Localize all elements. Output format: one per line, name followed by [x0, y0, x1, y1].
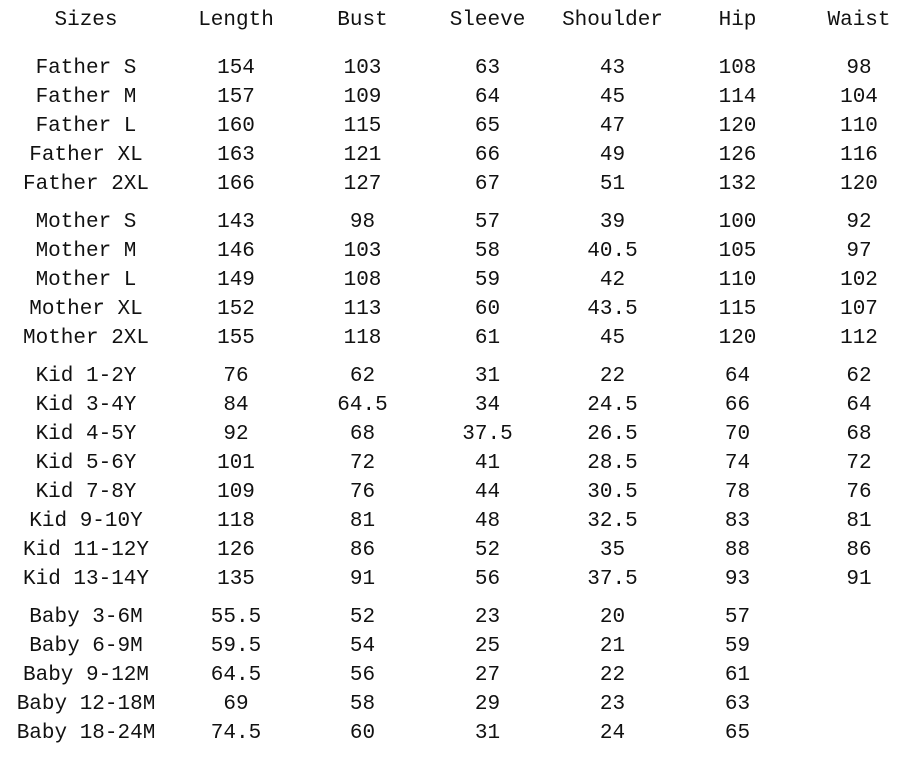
value-cell: 76 — [223, 365, 249, 388]
value-cell: 102 — [840, 269, 878, 292]
group-gap — [0, 199, 918, 208]
value-cell: 157 — [217, 86, 255, 109]
value-cell: 112 — [840, 327, 878, 350]
value-cell: 32.5 — [587, 510, 638, 533]
value-cell: 91 — [349, 568, 376, 591]
value-cell: 63 — [474, 57, 501, 80]
value-cell: 68 — [846, 423, 872, 446]
table-row — [0, 237, 918, 266]
value-cell: 81 — [349, 510, 376, 533]
value-cell: 60 — [349, 722, 376, 745]
value-cell: 114 — [718, 86, 757, 109]
size-cell: Kid 9-10Y — [29, 510, 143, 533]
value-cell: 86 — [349, 539, 376, 562]
table-row — [0, 266, 918, 295]
value-cell: 52 — [474, 539, 501, 562]
value-cell: 31 — [474, 365, 501, 388]
value-cell: 41 — [474, 452, 501, 475]
size-cell: Baby 9-12M — [22, 664, 150, 687]
value-cell: 132 — [718, 173, 757, 196]
value-cell: 70 — [724, 423, 751, 446]
value-cell: 91 — [846, 568, 872, 591]
value-cell: 154 — [217, 57, 255, 80]
value-cell: 26.5 — [587, 423, 638, 446]
value-cell: 160 — [217, 115, 255, 138]
value-cell: 83 — [724, 510, 751, 533]
value-cell: 93 — [724, 568, 751, 591]
value-cell: 35 — [599, 539, 626, 562]
value-cell: 76 — [846, 481, 872, 504]
value-cell: 34 — [474, 394, 501, 417]
value-cell: 81 — [846, 510, 872, 533]
value-cell: 64.5 — [210, 664, 262, 687]
value-cell: 42 — [599, 269, 626, 292]
value-cell: 22 — [599, 664, 626, 687]
table-row — [0, 208, 918, 237]
value-cell: 110 — [840, 115, 878, 138]
value-cell: 57 — [474, 211, 501, 234]
value-cell: 101 — [217, 452, 255, 475]
table-row — [0, 507, 918, 536]
value-cell: 44 — [474, 481, 501, 504]
value-cell: 100 — [718, 211, 757, 234]
value-cell: 56 — [349, 664, 376, 687]
value-cell: 118 — [343, 327, 382, 350]
value-cell: 72 — [349, 452, 376, 475]
value-cell — [800, 661, 918, 690]
table-row — [0, 420, 918, 449]
size-cell: Father M — [35, 86, 137, 109]
size-cell: Mother XL — [29, 298, 143, 321]
value-cell: 92 — [846, 211, 872, 234]
value-cell: 64 — [846, 394, 872, 417]
value-cell: 98 — [349, 211, 376, 234]
column-header: Sleeve — [449, 9, 526, 32]
value-cell: 22 — [599, 365, 626, 388]
table-row — [0, 170, 918, 199]
table-row — [0, 632, 918, 661]
value-cell: 28.5 — [587, 452, 638, 475]
size-cell: Father L — [35, 115, 137, 138]
size-cell: Baby 12-18M — [16, 693, 156, 716]
value-cell: 23 — [474, 606, 501, 629]
value-cell — [800, 719, 918, 748]
value-cell: 20 — [599, 606, 626, 629]
value-cell: 76 — [349, 481, 376, 504]
size-cell: Mother S — [35, 211, 137, 234]
size-cell: Baby 3-6M — [29, 606, 143, 629]
value-cell: 67 — [474, 173, 501, 196]
value-cell: 60 — [474, 298, 501, 321]
value-cell: 25 — [474, 635, 501, 658]
table-head — [0, 6, 918, 35]
column-header: Bust — [337, 9, 388, 32]
value-cell: 64 — [474, 86, 501, 109]
value-cell: 48 — [474, 510, 501, 533]
value-cell: 31 — [474, 722, 501, 745]
value-cell: 74.5 — [210, 722, 262, 745]
value-cell: 24 — [599, 722, 626, 745]
value-cell: 23 — [599, 693, 626, 716]
size-cell: Kid 1-2Y — [35, 365, 137, 388]
table-body — [0, 35, 918, 748]
value-cell: 52 — [349, 606, 376, 629]
group-gap — [0, 594, 918, 603]
value-cell: 45 — [599, 86, 626, 109]
value-cell: 103 — [343, 57, 382, 80]
size-cell: Mother M — [35, 240, 137, 263]
value-cell: 97 — [846, 240, 872, 263]
size-cell: Kid 4-5Y — [35, 423, 137, 446]
table-row — [0, 565, 918, 594]
value-cell: 45 — [599, 327, 626, 350]
value-cell: 59 — [474, 269, 501, 292]
value-cell: 40.5 — [587, 240, 638, 263]
table-row — [0, 603, 918, 632]
table-row — [0, 324, 918, 353]
value-cell: 69 — [223, 693, 249, 716]
value-cell: 72 — [846, 452, 872, 475]
value-cell: 98 — [846, 57, 872, 80]
gap-cell — [0, 35, 918, 54]
size-cell: Kid 3-4Y — [35, 394, 137, 417]
value-cell: 149 — [217, 269, 255, 292]
size-cell: Father S — [35, 57, 137, 80]
value-cell: 61 — [724, 664, 751, 687]
value-cell: 29 — [474, 693, 501, 716]
table-row — [0, 690, 918, 719]
value-cell: 66 — [724, 394, 751, 417]
column-header: Shoulder — [562, 9, 663, 32]
value-cell: 152 — [217, 298, 255, 321]
value-cell: 166 — [217, 173, 255, 196]
table-row — [0, 719, 918, 748]
value-cell: 107 — [840, 298, 878, 321]
value-cell: 59 — [724, 635, 751, 658]
size-cell: Father 2XL — [22, 173, 150, 196]
size-cell: Kid 7-8Y — [35, 481, 137, 504]
column-header: Sizes — [54, 9, 118, 32]
value-cell: 120 — [840, 173, 878, 196]
size-cell: Mother 2XL — [22, 327, 150, 350]
value-cell: 143 — [217, 211, 255, 234]
value-cell: 118 — [217, 510, 255, 533]
value-cell: 27 — [474, 664, 501, 687]
value-cell: 127 — [343, 173, 382, 196]
value-cell: 57 — [724, 606, 751, 629]
value-cell: 21 — [599, 635, 626, 658]
value-cell: 64 — [724, 365, 751, 388]
table-row — [0, 661, 918, 690]
value-cell: 104 — [840, 86, 878, 109]
column-header: Hip — [718, 9, 757, 32]
gap-cell — [0, 594, 918, 603]
size-chart-page — [0, 6, 918, 770]
size-chart-table — [0, 6, 918, 748]
value-cell: 108 — [343, 269, 382, 292]
value-cell: 116 — [840, 144, 878, 167]
table-row — [0, 83, 918, 112]
table-row — [0, 449, 918, 478]
value-cell: 65 — [724, 722, 751, 745]
size-cell: Baby 18-24M — [16, 722, 156, 745]
column-header: Waist — [827, 9, 891, 32]
size-cell: Mother L — [35, 269, 137, 292]
value-cell: 54 — [349, 635, 376, 658]
value-cell: 113 — [343, 298, 382, 321]
value-cell: 121 — [343, 144, 382, 167]
table-row — [0, 478, 918, 507]
value-cell: 109 — [343, 86, 382, 109]
value-cell: 43 — [599, 57, 626, 80]
value-cell: 58 — [474, 240, 501, 263]
gap-cell — [0, 353, 918, 362]
value-cell: 59.5 — [210, 635, 262, 658]
value-cell: 65 — [474, 115, 501, 138]
column-header: Length — [198, 9, 274, 32]
value-cell: 56 — [474, 568, 501, 591]
value-cell — [800, 690, 918, 719]
value-cell: 58 — [349, 693, 376, 716]
value-cell: 110 — [718, 269, 757, 292]
value-cell: 84 — [223, 394, 249, 417]
value-cell — [800, 603, 918, 632]
value-cell: 37.5 — [587, 568, 638, 591]
table-row — [0, 536, 918, 565]
value-cell: 146 — [217, 240, 255, 263]
table-row — [0, 391, 918, 420]
value-cell: 105 — [718, 240, 757, 263]
value-cell: 86 — [846, 539, 872, 562]
value-cell: 126 — [217, 539, 255, 562]
value-cell: 61 — [474, 327, 501, 350]
value-cell: 135 — [217, 568, 255, 591]
table-row — [0, 295, 918, 324]
value-cell: 63 — [724, 693, 751, 716]
value-cell: 108 — [718, 57, 757, 80]
value-cell: 88 — [724, 539, 751, 562]
value-cell: 64.5 — [337, 394, 388, 417]
size-cell: Baby 6-9M — [29, 635, 143, 658]
value-cell: 62 — [846, 365, 872, 388]
value-cell: 120 — [718, 115, 757, 138]
value-cell: 68 — [349, 423, 376, 446]
size-cell: Kid 5-6Y — [35, 452, 137, 475]
size-cell: Kid 13-14Y — [22, 568, 150, 591]
value-cell: 109 — [217, 481, 255, 504]
value-cell: 49 — [599, 144, 626, 167]
value-cell: 62 — [349, 365, 376, 388]
group-gap — [0, 353, 918, 362]
value-cell: 120 — [718, 327, 757, 350]
header-row — [0, 6, 918, 35]
size-cell: Father XL — [29, 144, 143, 167]
value-cell: 55.5 — [210, 606, 262, 629]
table-row — [0, 141, 918, 170]
value-cell: 115 — [343, 115, 382, 138]
value-cell: 37.5 — [462, 423, 513, 446]
value-cell — [800, 632, 918, 661]
value-cell: 78 — [724, 481, 751, 504]
table-row — [0, 112, 918, 141]
value-cell: 74 — [724, 452, 751, 475]
value-cell: 51 — [599, 173, 626, 196]
gap-cell — [0, 199, 918, 208]
value-cell: 24.5 — [587, 394, 638, 417]
value-cell: 155 — [217, 327, 255, 350]
value-cell: 126 — [718, 144, 757, 167]
table-row — [0, 362, 918, 391]
size-cell: Kid 11-12Y — [22, 539, 150, 562]
value-cell: 39 — [599, 211, 626, 234]
value-cell: 66 — [474, 144, 501, 167]
value-cell: 163 — [217, 144, 255, 167]
value-cell: 43.5 — [587, 298, 638, 321]
table-row — [0, 54, 918, 83]
header-gap — [0, 35, 918, 54]
value-cell: 47 — [599, 115, 626, 138]
value-cell: 115 — [718, 298, 757, 321]
value-cell: 92 — [223, 423, 249, 446]
value-cell: 30.5 — [587, 481, 638, 504]
value-cell: 103 — [343, 240, 382, 263]
